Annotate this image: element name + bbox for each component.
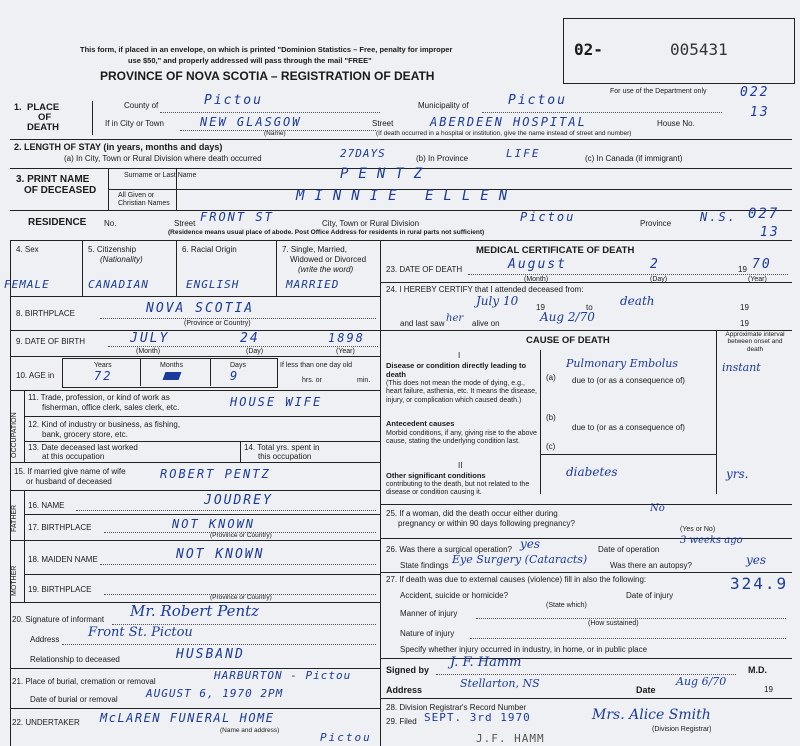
- birthplace-value: NOVA SCOTIA: [146, 301, 255, 316]
- length-of-stay-label: 2. LENGTH OF STAY (in years, months and days): [14, 142, 223, 152]
- racial-origin-label: 6. Racial Origin: [182, 245, 237, 254]
- racial-origin-value: ENGLISH: [186, 278, 240, 291]
- death-year-caption: (Year): [748, 276, 767, 283]
- informant-sig-label: 20. Signature of informant: [12, 615, 105, 624]
- interval-label: Approximate interval between onset and death: [725, 331, 785, 353]
- medical-cert-title: MEDICAL CERTIFICATE OF DEATH: [476, 245, 635, 256]
- informant-address-label: Address: [30, 635, 60, 644]
- surgical-date-label: Date of operation: [598, 545, 660, 554]
- street-label: Street: [372, 119, 394, 128]
- burial-place-value: HARBURTON - Pictou: [214, 669, 352, 682]
- manner-label: Manner of injury: [400, 609, 458, 618]
- last-worked-label: 13. Date deceased last worked: [28, 443, 138, 452]
- cause-c-label: (c): [546, 442, 556, 451]
- residence-street-value: FRONT ST: [200, 210, 274, 224]
- last-saw-her: her: [446, 313, 464, 324]
- given-names-label: All Given or Christian Names: [118, 192, 170, 208]
- registration-prefix: 02-: [574, 40, 603, 59]
- attended-from-value: July 10: [476, 294, 519, 308]
- other-conditions-value: diabetes: [566, 465, 618, 479]
- mother-maiden-value: NOT KNOWN: [176, 547, 265, 562]
- father-side-label: FATHER: [11, 504, 18, 532]
- death-day: 2: [650, 257, 660, 272]
- hrs-label: hrs. or: [302, 377, 322, 384]
- given-names-value: MINNIE ELLEN: [296, 188, 518, 204]
- sex-label: 4. Sex: [16, 245, 39, 254]
- physician-printed-name: J.F. HAMM: [476, 732, 545, 745]
- pregnancy-label-2: pregnancy or within 90 days following pregnancy?: [398, 519, 575, 528]
- form-title: PROVINCE OF NOVA SCOTIA – REGISTRATION OF DEATH: [100, 69, 435, 83]
- years-spent-label-2: this occupation: [258, 452, 312, 461]
- street-value: ABERDEEN HOSPITAL: [430, 115, 587, 129]
- alive-on-value: Aug 2/70: [540, 310, 595, 324]
- attended-19: 19: [536, 303, 545, 312]
- section-i: I: [458, 351, 461, 360]
- autopsy-value: yes: [746, 553, 767, 567]
- age-years-label: Years: [94, 362, 112, 369]
- injury-date-label: Date of injury: [626, 591, 674, 600]
- place-label-death: DEATH: [27, 122, 60, 133]
- father-birthplace-label: 17. BIRTHPLACE: [28, 523, 92, 532]
- surgical-value: yes: [520, 537, 541, 551]
- dob-day: 24: [240, 331, 260, 346]
- municipality-value: Pictou: [508, 93, 567, 108]
- physician-date-value: Aug 6/70: [676, 675, 727, 688]
- free-postage-notice-2: use $50," and properly addressed will pass through the mail "FREE": [128, 56, 372, 65]
- physician-address-value: Stellarton, NS: [460, 677, 540, 690]
- stay-a-label: (a) In City, Town or Rural Division where death occurred: [64, 154, 262, 163]
- pregnancy-label: 25. If a woman, did the death occur either during: [386, 509, 558, 518]
- surgical-label: 26. Was there a surgical operation?: [386, 545, 512, 554]
- due-to-a: due to (or as a consequence of): [572, 376, 685, 385]
- trade-label-2: fisherman, office clerk, sales clerk, etc.: [42, 403, 180, 412]
- md-label: M.D.: [748, 665, 767, 675]
- stay-b-label: (b) In Province: [416, 154, 469, 163]
- mother-birthplace-label: 19. BIRTHPLACE: [28, 585, 92, 594]
- death-month: August: [508, 257, 567, 272]
- place-label: PLACE: [27, 102, 60, 113]
- citizenship-sub: (Nationality): [100, 255, 143, 264]
- age-label: 10. AGE in: [16, 371, 55, 380]
- antecedent-label: Antecedent causes: [386, 419, 455, 428]
- spouse-label-2: or husband of deceased: [26, 477, 112, 486]
- surname-label: Surname or Last Name: [124, 172, 197, 179]
- attended-to-label: to: [586, 303, 593, 312]
- disease-note: (This does not mean the mode of dying, e.g., heart failure, asthenia, etc. It means the disease, injury, or complication which caused death.): [386, 380, 537, 404]
- dob-label: 9. DATE OF BIRTH: [16, 337, 86, 346]
- surgical-date-value: 3 weeks ago: [680, 535, 743, 546]
- father-birthplace-value: NOT KNOWN: [172, 517, 256, 531]
- undertaker-name-value: McLAREN FUNERAL HOME: [100, 711, 275, 725]
- accident-label: Accident, suicide or homicide?: [400, 591, 509, 600]
- trade-value: HOUSE WIFE: [230, 395, 323, 409]
- cause-a-value: Pulmonary Embolus: [566, 357, 679, 370]
- marital-label-2: Widowed or Divorced: [290, 255, 367, 264]
- hospital-note: (If death occurred in a hospital or institution, give the name instead of street and number): [376, 130, 632, 137]
- residence-note: (Residence means usual place of abode. Post Office Address for residents in rural parts not sufficient): [168, 229, 485, 236]
- place-label-of: OF: [38, 112, 52, 123]
- city-label: If in City or Town: [105, 119, 164, 128]
- marital-label-3: (write the word): [298, 265, 354, 274]
- name-label-2: OF DECEASED: [24, 185, 97, 196]
- marital-label: 7. Single, Married,: [282, 245, 347, 254]
- department-code-2: 13: [750, 105, 770, 120]
- residence-city-value: Pictou: [520, 210, 576, 224]
- county-value: Pictou: [204, 93, 263, 108]
- stay-c-label: (c) In Canada (if immigrant): [585, 154, 683, 163]
- burial-date-value: AUGUST 6, 1970 2PM: [146, 687, 284, 700]
- registrar-caption: (Division Registrar): [652, 726, 712, 733]
- dob-month-caption: (Month): [136, 348, 161, 355]
- age-months-label: Months: [160, 362, 183, 369]
- cause-a-interval: instant: [722, 361, 761, 374]
- less-than-day-label: If less than one day old: [280, 362, 352, 369]
- department-use-label: For use of the Department only: [610, 88, 707, 95]
- findings-value: Eye Surgery (Cataracts): [452, 553, 588, 566]
- autopsy-label: Was there an autopsy?: [610, 561, 692, 570]
- how-sustained-caption: (How sustained): [588, 620, 639, 627]
- burial-place-label: 21. Place of burial, cremation or removal: [12, 677, 156, 686]
- burial-date-label: Date of burial or removal: [30, 695, 118, 704]
- undertaker-sub: (Name and address): [220, 727, 280, 734]
- cause-of-death-title: CAUSE OF DEATH: [526, 335, 610, 346]
- birthplace-label: 8. BIRTHPLACE: [16, 309, 75, 318]
- physician-date-19: 19: [764, 685, 773, 694]
- last-worked-label-2: at this occupation: [42, 452, 105, 461]
- date-of-death-label: 23. DATE OF DEATH: [386, 265, 463, 274]
- stay-b-value: LIFE: [506, 147, 541, 160]
- city-name-caption: (Name): [264, 130, 286, 137]
- age-months-mark: [163, 372, 182, 380]
- signed-by-label: Signed by: [386, 665, 430, 675]
- section-ii: II: [458, 461, 463, 470]
- citizenship-value: CANADIAN: [88, 278, 149, 291]
- death-month-caption: (Month): [524, 276, 549, 283]
- citizenship-label: 5. Citizenship: [88, 245, 137, 254]
- age-days-label: Days: [230, 362, 246, 369]
- registrar-signature: Mrs. Alice Smith: [592, 707, 711, 723]
- residence-no-label: No.: [104, 219, 117, 228]
- department-code-1: 022: [740, 85, 770, 100]
- age-days-value: 9: [230, 369, 240, 383]
- physician-date-label: Date: [636, 685, 656, 695]
- mother-birthplace-sub: (Province or Country): [210, 594, 272, 601]
- signed-by-value: J. F. Hamm: [450, 655, 522, 670]
- undertaker-address-value: Pictou: [320, 731, 372, 744]
- residence-province-label: Province: [640, 219, 672, 228]
- relationship-label: Relationship to deceased: [30, 655, 120, 664]
- age-years-value: 72: [94, 369, 113, 383]
- cause-b-label: (b): [546, 413, 556, 422]
- father-name-label: 16. NAME: [28, 501, 65, 510]
- dob-year: 1898: [328, 331, 365, 345]
- spouse-label: 15. If married give name of wife: [14, 467, 126, 476]
- informant-address-value: Front St. Pictou: [88, 625, 193, 640]
- house-no-label: House No.: [657, 119, 695, 128]
- father-name-value: JOUDREY: [204, 493, 273, 508]
- attended-to-value: death: [620, 294, 655, 308]
- dob-day-caption: (Day): [246, 348, 264, 355]
- findings-label: State findings: [400, 561, 449, 570]
- filed-label: 29. Filed: [386, 717, 417, 726]
- pregnancy-value: No: [650, 503, 665, 514]
- residence-code-1: 027: [748, 206, 780, 222]
- trade-label: 11. Trade, profession, or kind of work as: [28, 393, 170, 402]
- last-saw-label: and last saw: [400, 319, 445, 328]
- relationship-value: HUSBAND: [176, 647, 245, 662]
- antecedent-note: Morbid conditions, if any, giving rise to the above cause, stating the underlying condition last.: [386, 430, 537, 446]
- yes-no-caption: (Yes or No): [680, 526, 716, 533]
- industry-label: 12. Kind of industry or business, as fishing,: [28, 420, 181, 429]
- min-label: min.: [357, 377, 371, 384]
- registrar-record-label: 28. Division Registrar's Record Number: [386, 703, 527, 712]
- death-year: 70: [752, 257, 772, 272]
- father-birthplace-sub: (Province or Country): [210, 532, 272, 539]
- stay-a-value: 27DAYS: [340, 147, 386, 160]
- external-causes-label: 27. If death was due to external causes (violence) fill in also the following:: [386, 575, 647, 584]
- disease-label: Disease or condition directly leading to death: [386, 361, 527, 379]
- county-label: County of: [124, 101, 159, 110]
- occupation-side-label: OCCUPATION: [11, 412, 18, 458]
- residence-province-value: N.S.: [700, 210, 737, 224]
- sex-value: FEMALE: [4, 278, 50, 291]
- residence-street-label: Street: [174, 219, 196, 228]
- attended-19b: 19: [740, 303, 749, 312]
- years-spent-label: 14. Total yrs. spent in: [244, 443, 320, 452]
- undertaker-label: 22. UNDERTAKER: [12, 718, 80, 727]
- residence-code-2: 13: [760, 225, 780, 240]
- other-conditions-interval: yrs.: [726, 467, 749, 481]
- alive-on-19: 19: [740, 319, 749, 328]
- other-conditions-note: contributing to the death, but not related to the disease or condition causing it.: [386, 481, 530, 497]
- due-to-b: due to (or as a consequence of): [572, 423, 685, 432]
- place-label-no: 1.: [14, 102, 22, 112]
- registration-number: 005431: [670, 40, 728, 59]
- name-label: 3. PRINT NAME: [16, 174, 90, 185]
- nature-label: Nature of injury: [400, 629, 455, 638]
- dob-year-caption: (Year): [336, 348, 355, 355]
- informant-signature: Mr. Robert Pentz: [130, 602, 260, 620]
- birthplace-sub: (Province or Country): [184, 320, 251, 327]
- death-day-caption: (Day): [650, 276, 668, 283]
- filed-value: SEPT. 3rd 1970: [424, 711, 531, 724]
- mother-side-label: MOTHER: [11, 565, 18, 596]
- municipality-label: Municipality of: [418, 101, 469, 110]
- marital-value: MARRIED: [286, 278, 340, 291]
- specify-label: Specify whether injury occurred in industry, in home, or in public place: [400, 645, 648, 654]
- surname-value: PENTZ: [340, 166, 433, 182]
- physician-address-label: Address: [386, 685, 423, 695]
- residence-city-label: City, Town or Rural Division: [322, 219, 420, 228]
- external-code: 324.9: [730, 574, 789, 593]
- state-which-caption: (State which): [546, 602, 587, 609]
- alive-on-label: alive on: [472, 319, 500, 328]
- certify-label: 24. I HEREBY CERTIFY that I attended deceased from:: [386, 285, 584, 294]
- cause-a-label: (a): [546, 373, 556, 382]
- spouse-name-value: ROBERT PENTZ: [160, 467, 271, 481]
- residence-label: RESIDENCE: [28, 217, 87, 228]
- death-year-prefix: 19: [738, 265, 747, 274]
- industry-label-2: bank, grocery store, etc.: [42, 430, 128, 439]
- city-value: NEW GLASGOW: [200, 115, 302, 129]
- dob-month: JULY: [130, 331, 170, 346]
- other-conditions-label: Other significant conditions: [386, 471, 486, 480]
- mother-maiden-label: 18. MAIDEN NAME: [28, 555, 98, 564]
- free-postage-notice: This form, if placed in an envelope, on which is printed "Dominion Statistics – Free, penalty for improper: [80, 45, 453, 54]
